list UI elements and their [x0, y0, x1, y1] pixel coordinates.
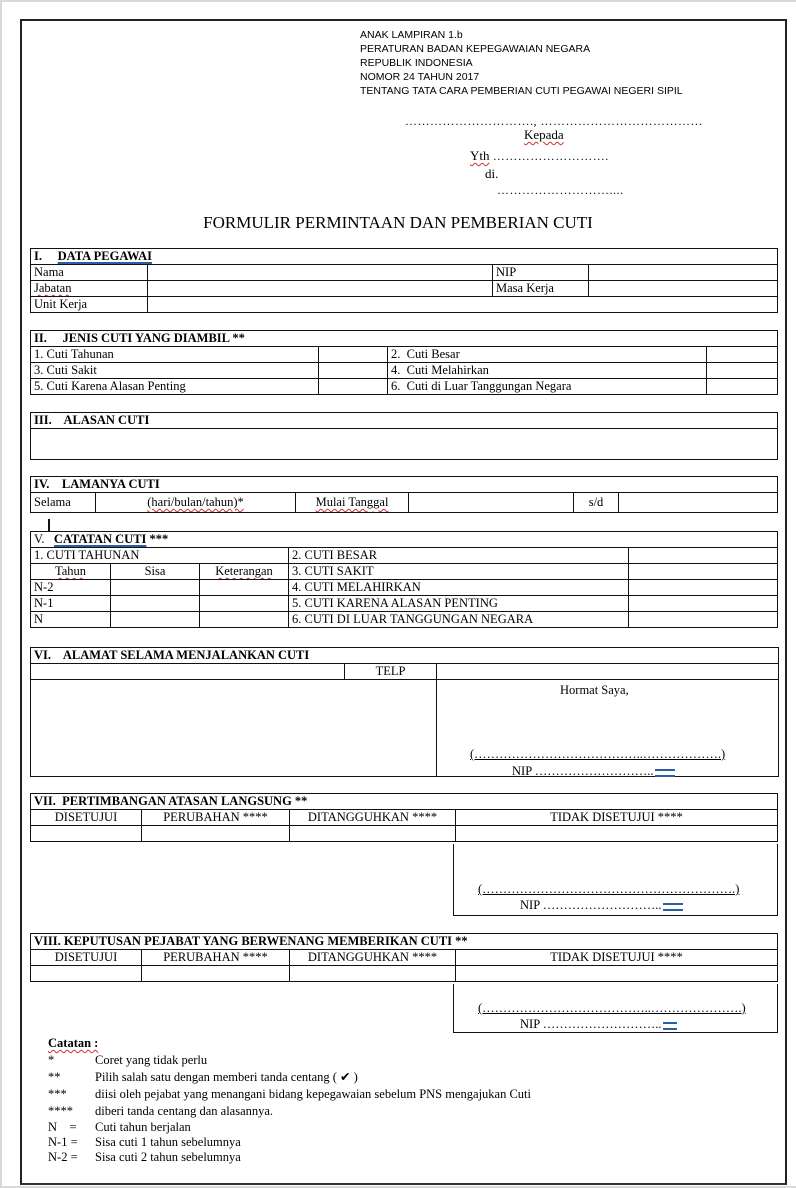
- tidak-disetujui-check[interactable]: [456, 826, 778, 842]
- form-title: FORMULIR PERMINTAAN DAN PEMBERIAN CUTI: [203, 213, 593, 232]
- telp-label: TELP: [345, 664, 437, 680]
- pejabat-signature-field[interactable]: (…………………………………..………………….): [478, 1001, 746, 1015]
- tidak-disetujui-check[interactable]: [456, 966, 778, 982]
- alamat-detail-field[interactable]: [31, 680, 437, 777]
- section-title: VII. PERTIMBANGAN ATASAN LANGSUNG **: [31, 794, 778, 810]
- section-title: VI. ALAMAT SELAMA MENJALANKAN CUTI: [31, 648, 779, 664]
- col-disetujui: DISETUJUI: [31, 810, 142, 826]
- cuti-alasan-penting-check[interactable]: [319, 379, 388, 395]
- attachment-header: [360, 28, 683, 98]
- selama-label: Selama: [31, 493, 96, 513]
- section-jenis-cuti: [30, 330, 778, 395]
- cuti-luar-tanggungan-label: 6. CUTI DI LUAR TANGGUNGAN NEGARA: [289, 612, 629, 628]
- cuti-sakit-check[interactable]: [319, 363, 388, 379]
- section-lamanya-cuti: [30, 476, 778, 513]
- di-field[interactable]: ………………………....: [497, 183, 624, 197]
- perubahan-check[interactable]: [142, 826, 290, 842]
- cuti-luar-tanggungan-label: 6. Cuti di Luar Tanggungan Negara: [388, 379, 707, 395]
- cuti-besar-label: 2. Cuti Besar: [388, 347, 707, 363]
- cuti-melahirkan-label: 4. CUTI MELAHIRKAN: [289, 580, 629, 596]
- header-line: ANAK LAMPIRAN 1.b: [360, 29, 463, 41]
- cuti-alasan-penting-label: 5. CUTI KARENA ALASAN PENTING: [289, 596, 629, 612]
- note-item: ** Pilih salah satu dengan memberi tanda centang ( ✔ ): [48, 1070, 358, 1084]
- masa-kerja-label: Masa Kerja: [493, 281, 589, 297]
- nama-label: Nama: [31, 265, 148, 281]
- section-pertimbangan-atasan: [30, 793, 778, 842]
- disetujui-check[interactable]: [31, 966, 142, 982]
- notes-title: Catatan :: [48, 1036, 99, 1050]
- alasan-cuti-field[interactable]: [31, 429, 778, 460]
- section-title: VIII. KEPUTUSAN PEJABAT YANG BERWENANG MEMBERIKAN CUTI **: [31, 934, 778, 950]
- cuti-tahunan-label: 1. Cuti Tahunan: [31, 347, 319, 363]
- header-line: NOMOR 24 TAHUN 2017: [360, 71, 480, 83]
- nama-field[interactable]: [148, 265, 493, 281]
- section-catatan-cuti: [30, 531, 778, 628]
- telp-field[interactable]: [437, 664, 779, 680]
- applicant-nip-field[interactable]: NIP ………………………..: [512, 764, 675, 779]
- section-title: III. ALASAN CUTI: [31, 413, 778, 429]
- perubahan-check[interactable]: [142, 966, 290, 982]
- section-title: I. DATA PEGAWAI: [31, 249, 778, 265]
- sd-label: s/d: [574, 493, 619, 513]
- col-tidak-disetujui: TIDAK DISETUJUI ****: [456, 950, 778, 966]
- keterangan-field[interactable]: [200, 580, 289, 596]
- cuti-tahunan-check[interactable]: [319, 347, 388, 363]
- note-item: N-1 = Sisa cuti 1 tahun sebelumnya: [48, 1135, 241, 1149]
- section-title: II. JENIS CUTI YANG DIAMBIL **: [31, 331, 778, 347]
- yth-line: [470, 148, 609, 164]
- note-item: **** diberi tanda centang dan alasannya.: [48, 1104, 274, 1118]
- header-line: TENTANG TATA CARA PEMBERIAN CUTI PEGAWAI NEGERI SIPIL: [360, 85, 683, 97]
- col-sisa: Sisa: [111, 564, 200, 580]
- sisa-field[interactable]: [111, 612, 200, 628]
- ditangguhkan-check[interactable]: [290, 966, 456, 982]
- place-date-field[interactable]: …………………………., …………………………………: [405, 114, 703, 128]
- alamat-field[interactable]: [31, 664, 345, 680]
- section-keputusan-pejabat: [30, 933, 778, 982]
- header-line: PERATURAN BADAN KEPEGAWAIAN NEGARA: [360, 43, 591, 55]
- kepada-label: Kepada: [524, 127, 564, 142]
- cuti-luar-tanggungan-note[interactable]: [629, 612, 778, 628]
- note-item: N-2 = Sisa cuti 2 tahun sebelumnya: [48, 1150, 241, 1164]
- jabatan-field[interactable]: [148, 281, 493, 297]
- cuti-alasan-penting-label: 5. Cuti Karena Alasan Penting: [31, 379, 319, 395]
- cuti-sakit-label: 3. CUTI SAKIT: [289, 564, 629, 580]
- col-perubahan: PERUBAHAN ****: [142, 950, 290, 966]
- cuti-besar-check[interactable]: [707, 347, 778, 363]
- unit-kerja-label: Unit Kerja: [31, 297, 148, 313]
- ditangguhkan-check[interactable]: [290, 826, 456, 842]
- row-year: N: [31, 612, 111, 628]
- yth-label: Yth: [470, 148, 490, 163]
- note-item: * Coret yang tidak perlu: [48, 1053, 208, 1067]
- nip-label: NIP: [493, 265, 589, 281]
- col-ditangguhkan: DITANGGUHKAN ****: [290, 810, 456, 826]
- col-disetujui: DISETUJUI: [31, 950, 142, 966]
- col-perubahan: PERUBAHAN ****: [142, 810, 290, 826]
- atasan-nip-field[interactable]: NIP ………………………..: [520, 898, 683, 913]
- pejabat-nip-field[interactable]: NIP ………………………..: [520, 1017, 677, 1032]
- col-tahun: Tahun: [31, 564, 111, 580]
- duration-field[interactable]: (hari/bulan/tahun)*: [96, 493, 296, 513]
- row-year: N-1: [31, 596, 111, 612]
- cuti-besar-label: 2. CUTI BESAR: [289, 548, 629, 564]
- cuti-alasan-penting-note[interactable]: [629, 596, 778, 612]
- section-title: IV. LAMANYA CUTI: [31, 477, 778, 493]
- col-keterangan: Keterangan: [200, 564, 289, 580]
- cuti-besar-note[interactable]: [629, 548, 778, 564]
- notes: [48, 1035, 531, 1165]
- note-item: N = Cuti tahun berjalan: [48, 1120, 191, 1134]
- header-line: REPUBLIK INDONESIA: [360, 57, 473, 69]
- row-year: N-2: [31, 580, 111, 596]
- section-title: V. CATATAN CUTI ***: [31, 532, 778, 548]
- atasan-signature-field[interactable]: (…………………………………………………….): [478, 882, 740, 896]
- yth-field[interactable]: ……………………….: [492, 149, 609, 163]
- col-ditangguhkan: DITANGGUHKAN ****: [290, 950, 456, 966]
- jabatan-label: Jabatan: [31, 281, 148, 297]
- keterangan-field[interactable]: [200, 612, 289, 628]
- di-label: di.: [485, 166, 499, 181]
- disetujui-check[interactable]: [31, 826, 142, 842]
- cuti-sakit-label: 3. Cuti Sakit: [31, 363, 319, 379]
- cuti-tahunan-heading: 1. CUTI TAHUNAN: [31, 548, 289, 564]
- nip-field[interactable]: [589, 265, 778, 281]
- keterangan-field[interactable]: [200, 596, 289, 612]
- start-date-field[interactable]: [409, 493, 574, 513]
- sisa-field[interactable]: [111, 596, 200, 612]
- cuti-melahirkan-check[interactable]: [707, 363, 778, 379]
- end-date-field[interactable]: [619, 493, 778, 513]
- cuti-melahirkan-label: 4. Cuti Melahirkan: [388, 363, 707, 379]
- cuti-sakit-note[interactable]: [629, 564, 778, 580]
- cuti-luar-tanggungan-check[interactable]: [707, 379, 778, 395]
- section-alasan-cuti: [30, 412, 778, 460]
- cuti-melahirkan-note[interactable]: [629, 580, 778, 596]
- unit-kerja-field[interactable]: [148, 297, 778, 313]
- sisa-field[interactable]: [111, 580, 200, 596]
- col-tidak-disetujui: TIDAK DISETUJUI ****: [456, 810, 778, 826]
- section-data-pegawai: [30, 248, 778, 313]
- hormat-saya-label: Hormat Saya,: [560, 683, 629, 697]
- masa-kerja-field[interactable]: [589, 281, 778, 297]
- note-item: *** diisi oleh pejabat yang menangani bidang kepegawaian sebelum PNS mengajukan Cuti: [48, 1087, 532, 1101]
- mulai-tanggal-label: Mulai Tanggal: [296, 493, 409, 513]
- applicant-signature-field[interactable]: (…………………………………..……………….): [470, 747, 726, 761]
